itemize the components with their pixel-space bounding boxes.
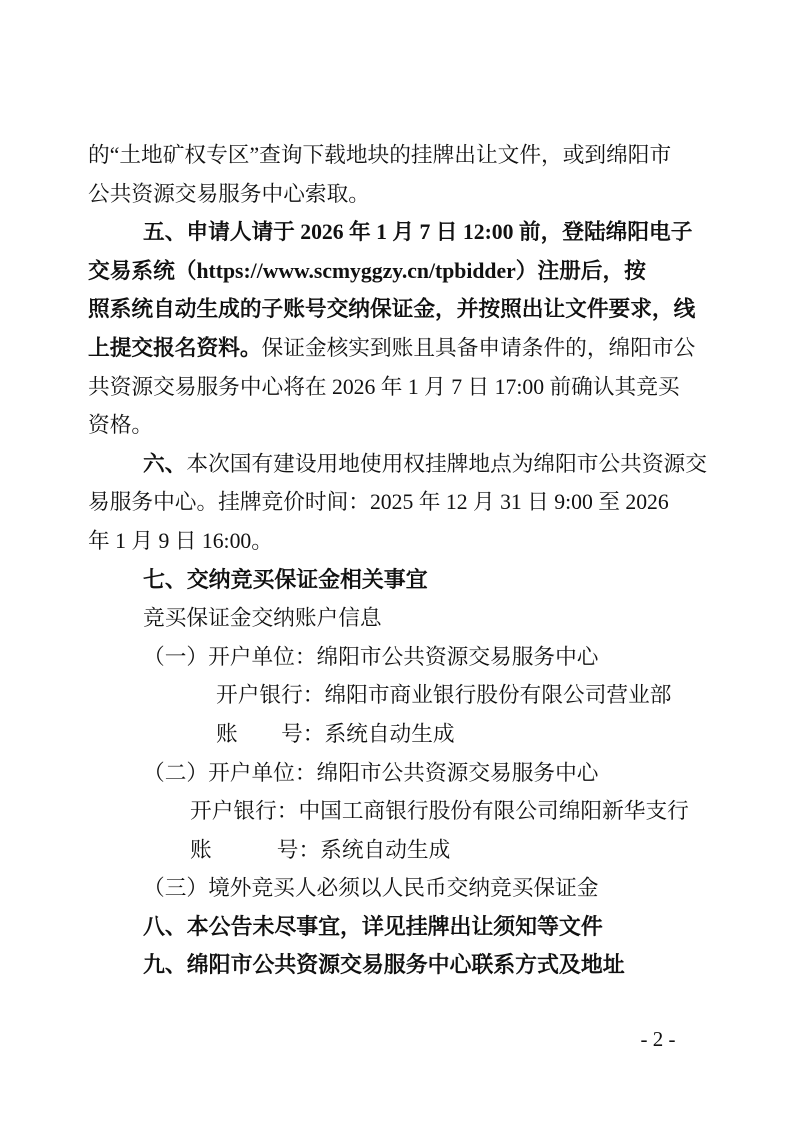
doc-line-10: 易服务中心。挂牌竞价时间：2025 年 12 月 31 日 9:00 至 2026 [88,490,669,515]
doc-line-03-section-5-heading: 五、申请人请于 2026 年 1 月 7 日 12:00 前，登陆绵阳电子 [143,220,693,245]
doc-line-21-section-8-heading: 八、本公告未尽事宜，详见挂牌出让须知等文件 [143,913,603,939]
doc-line-13: 竞买保证金交纳账户信息 [143,606,382,631]
doc-line-20-account-3-note: （三）境外竞买人必须以人民币交纳竞买保证金 [143,876,599,901]
doc-line-06 [88,329,748,368]
doc-line-04: 交易系统（https://www.scmyggzy.cn/tpbidder）注册后，按 [88,258,646,283]
doc-line-02: 公共资源交易服务中心索取。 [88,181,370,206]
doc-line-09-regular-part: 本次国有建设用地使用权挂牌地点为绵阳市公共资源交 [186,451,707,476]
doc-line-06-bold-part: 上提交报名资料。 [88,335,262,360]
doc-line-16-account-1-number: 账 号：系统自动生成 [216,721,455,746]
doc-line-08: 资格。 [88,413,154,438]
doc-line-11: 年 1 月 9 日 16:00。 [88,528,273,553]
doc-line-19-account-2-number: 账 号：系统自动生成 [190,837,451,862]
doc-line-09-bold-part: 六、 [143,451,187,476]
doc-line-05: 照系统自动生成的子账号交纳保证金，并按照出让文件要求，线 [88,297,696,322]
doc-line-15-account-1-bank: 开户银行：绵阳市商业银行股份有限公司营业部 [216,683,672,708]
doc-line-22-section-9-heading: 九、绵阳市公共资源交易服务中心联系方式及地址 [143,952,625,978]
doc-line-09-section-6-heading [88,445,748,484]
doc-line-06-regular-part: 保证金核实到账且具备申请条件的，绵阳市公 [261,335,696,360]
page-number: - 2 - [640,1027,676,1051]
doc-line-17-account-2-unit: （二）开户单位：绵阳市公共资源交易服务中心 [143,760,599,785]
doc-line-18-account-2-bank: 开户银行：中国工商银行股份有限公司绵阳新华支行 [190,799,689,824]
doc-line-01: 的“土地矿权专区”查询下载地块的挂牌出让文件，或到绵阳市 [88,143,672,167]
doc-line-07: 共资源交易服务中心将在 2026 年 1 月 7 日 17:00 前确认其竞买 [88,374,680,399]
doc-line-12-section-7-heading: 七、交纳竞买保证金相关事宜 [143,566,428,592]
document-body [88,136,748,985]
doc-line-14-account-1-unit: （一）开户单位：绵阳市公共资源交易服务中心 [143,644,599,669]
